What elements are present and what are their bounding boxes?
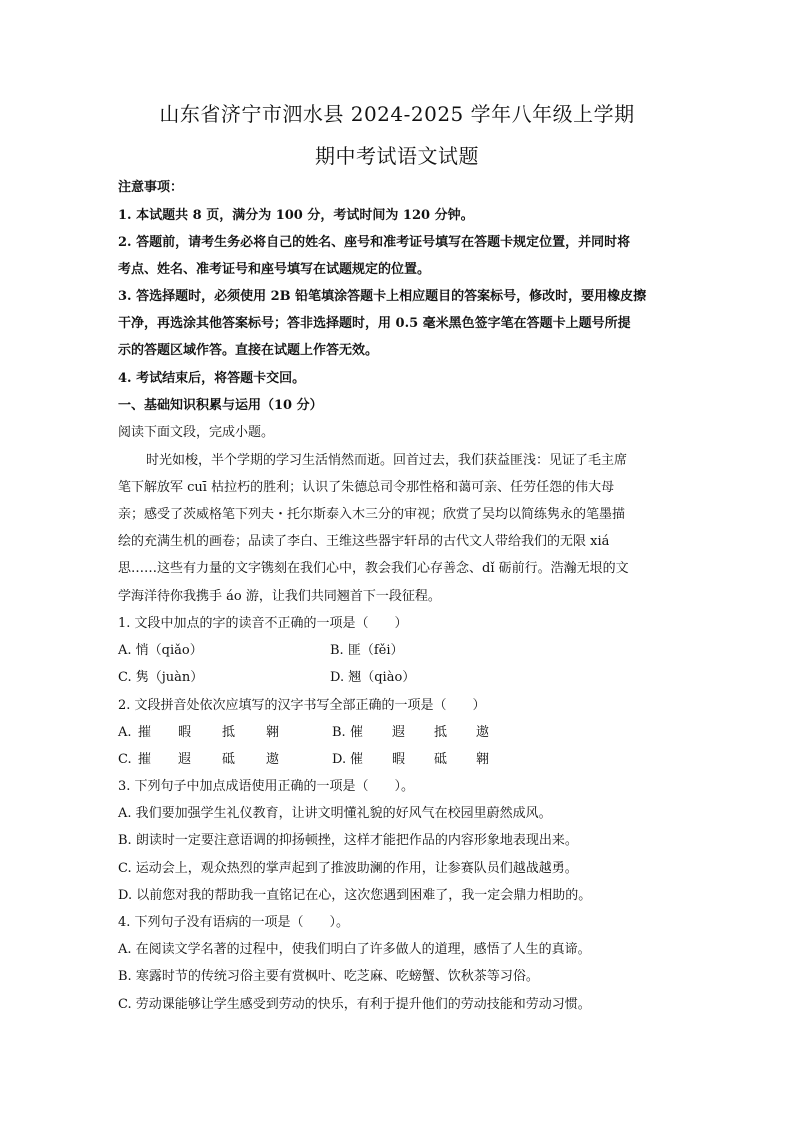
option-word: 抵 <box>222 725 236 740</box>
notice-item: 3. 答选择题时，必须使用 2B 铅笔填涂答题卡上相应题目的答案标号，修改时，要用橡皮擦 <box>118 289 647 304</box>
exam-title-line1: 山东省济宁市泗水县 2024-2025 学年八年级上学期 <box>159 102 635 126</box>
option-word: 遐 <box>392 725 406 740</box>
notice-item: 2. 答题前，请考生务必将自己的姓名、座号和准考证号填写在答题卡规定位置，并同时将 <box>118 235 631 250</box>
option-word: 催 <box>350 725 364 740</box>
passage-line: 时光如梭，半个学期的学习生活悄然而逝。回首过去，我们获益匪浅：见证了毛主席 <box>146 453 628 468</box>
q1-option-d: D. 翘（qiào） <box>330 670 416 685</box>
q4-option-b: B. 寒露时节的传统习俗主要有赏枫叶、吃芝麻、吃螃蟹、饮秋茶等习俗。 <box>118 969 539 984</box>
q4-option-a: A. 在阅读文学名著的过程中，使我们明白了许多做人的道理，感悟了人生的真谛。 <box>118 942 591 957</box>
notice-heading: 注意事项： <box>118 180 184 195</box>
question-2-stem: 2. 文段拼音处依次应填写的汉字书写全部正确的一项是（ ） <box>118 698 486 713</box>
section-heading: 一、基础知识积累与运用（10 分） <box>118 398 323 413</box>
option-word: 摧 <box>138 725 152 740</box>
q1-option-b: B. 匪（fěi） <box>330 643 404 658</box>
option-word: 翱 <box>266 725 280 740</box>
option-word: 砥 <box>434 752 448 767</box>
section-instruction: 阅读下面文段，完成小题。 <box>118 425 275 440</box>
passage-line: 思……这些有力量的文字镌刻在我们心中，教会我们心存善念、dǐ 砺前行。浩瀚无垠的文 <box>118 561 629 576</box>
option-word: 摧 <box>138 752 152 767</box>
option-word: 遨 <box>266 752 280 767</box>
option-word: 抵 <box>434 725 448 740</box>
notice-item: 干净，再选涂其他答案标号；答非选择题时，用 0.5 毫米黑色签字笔在答题卡上题号所提 <box>118 316 631 331</box>
passage-line: 亲；感受了茨威格笔下列夫・托尔斯泰入木三分的审视；欣赏了吴均以简练隽永的笔墨描 <box>118 507 626 522</box>
option-word: 砥 <box>222 752 236 767</box>
option-letter: C. <box>118 752 132 767</box>
option-letter: D. <box>332 752 347 767</box>
q1-option-a: A. 悄（qiǎo） <box>118 643 203 658</box>
passage-line: 绘的充满生机的画卷；品读了李白、王维这些器宇轩昂的古代文人带给我们的无限 xiá <box>118 534 610 549</box>
q3-option-b: B. 朗读时一定要注意语调的抑扬顿挫，这样才能把作品的内容形象地表现出来。 <box>118 833 578 848</box>
q4-option-c: C. 劳动课能够让学生感受到劳动的快乐，有利于提升他们的劳动技能和劳动习惯。 <box>118 997 591 1012</box>
passage-line: 学海洋待你我携手 áo 游，让我们共同翘首下一段征程。 <box>118 589 441 604</box>
q1-option-c: C. 隽（juàn） <box>118 670 204 685</box>
option-letter: B. <box>332 725 346 740</box>
question-3-stem: 3. 下列句子中加点成语使用正确的一项是（ ）。 <box>118 779 415 794</box>
q3-option-c: C. 运动会上，观众热烈的掌声起到了推波助澜的作用，让参赛队员们越战越勇。 <box>118 861 578 876</box>
question-4-stem: 4. 下列句子没有语病的一项是（ ）。 <box>118 915 350 930</box>
exam-title-line2: 期中考试语文试题 <box>315 144 479 168</box>
notice-item: 考点、姓名、准考证号和座号填写在试题规定的位置。 <box>118 262 431 277</box>
option-letter: A. <box>118 725 132 740</box>
option-word: 遐 <box>178 752 192 767</box>
option-word: 翱 <box>476 752 490 767</box>
q3-option-d: D. 以前您对我的帮助我一直铭记在心，这次您遇到困难了，我一定会鼎力相助的。 <box>118 888 592 903</box>
passage-line: 笔下解放军 cuī 枯拉朽的胜利；认识了朱德总司令那性格和蔼可亲、任劳任怨的伟大母 <box>118 480 615 495</box>
notice-item: 1. 本试题共 8 页，满分为 100 分，考试时间为 120 分钟。 <box>118 208 474 223</box>
notice-item: 示的答题区域作答。直接在试题上作答无效。 <box>118 343 379 358</box>
notice-item: 4. 考试结束后，将答题卡交回。 <box>118 371 306 386</box>
option-word: 暇 <box>392 752 406 767</box>
question-1-stem: 1. 文段中加点的字的读音不正确的一项是（ ） <box>118 616 408 631</box>
q3-option-a: A. 我们要加强学生礼仪教育，让讲文明懂礼貌的好风气在校园里蔚然成风。 <box>118 806 552 821</box>
option-word: 暇 <box>178 725 192 740</box>
option-word: 催 <box>350 752 364 767</box>
option-word: 遨 <box>476 725 490 740</box>
